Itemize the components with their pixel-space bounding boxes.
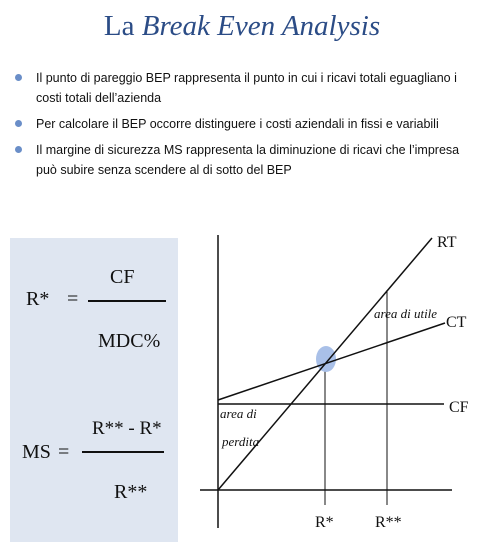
r-star-label: R*	[315, 514, 334, 531]
ct-label: CT	[446, 314, 467, 331]
bullet-text: Per calcolare il BEP occorre distinguere i costi aziendali in fissi e variabili	[36, 117, 439, 131]
bep-formula-equals: =	[67, 288, 79, 310]
ms-formula-lhs: MS	[22, 441, 51, 463]
title-italic: Break Even Analysis	[141, 10, 381, 42]
bullet-text: Il punto di pareggio BEP rappresenta il punto in cui i ricavi totali eguagliano i costi totali dell’azienda	[36, 71, 457, 105]
loss-area-label-line1: area di	[220, 406, 257, 421]
profit-area-label: area di utile	[374, 306, 438, 321]
ms-formula-equals: =	[58, 441, 70, 463]
ms-formula-denominator: R**	[114, 481, 148, 503]
r-double-star-label: R**	[375, 514, 402, 531]
rt-label: RT	[437, 234, 457, 251]
bep-formula-lhs: R*	[26, 288, 50, 310]
title-plain: La	[103, 10, 135, 42]
bep-formula-numerator: CF	[110, 266, 135, 288]
cf-label: CF	[449, 399, 469, 416]
bep-formula-denominator: MDC%	[98, 330, 161, 352]
ms-formula-numerator: R** - R*	[92, 418, 162, 439]
ct-line	[218, 323, 445, 400]
bullet-text: Il margine di sicurezza MS rappresenta la diminuzione di ricavi che l’impresa può subire senza scendere al di sotto del BEP	[36, 143, 460, 177]
bep-marker	[316, 346, 336, 372]
loss-area-label-line2: perdita	[222, 434, 260, 449]
